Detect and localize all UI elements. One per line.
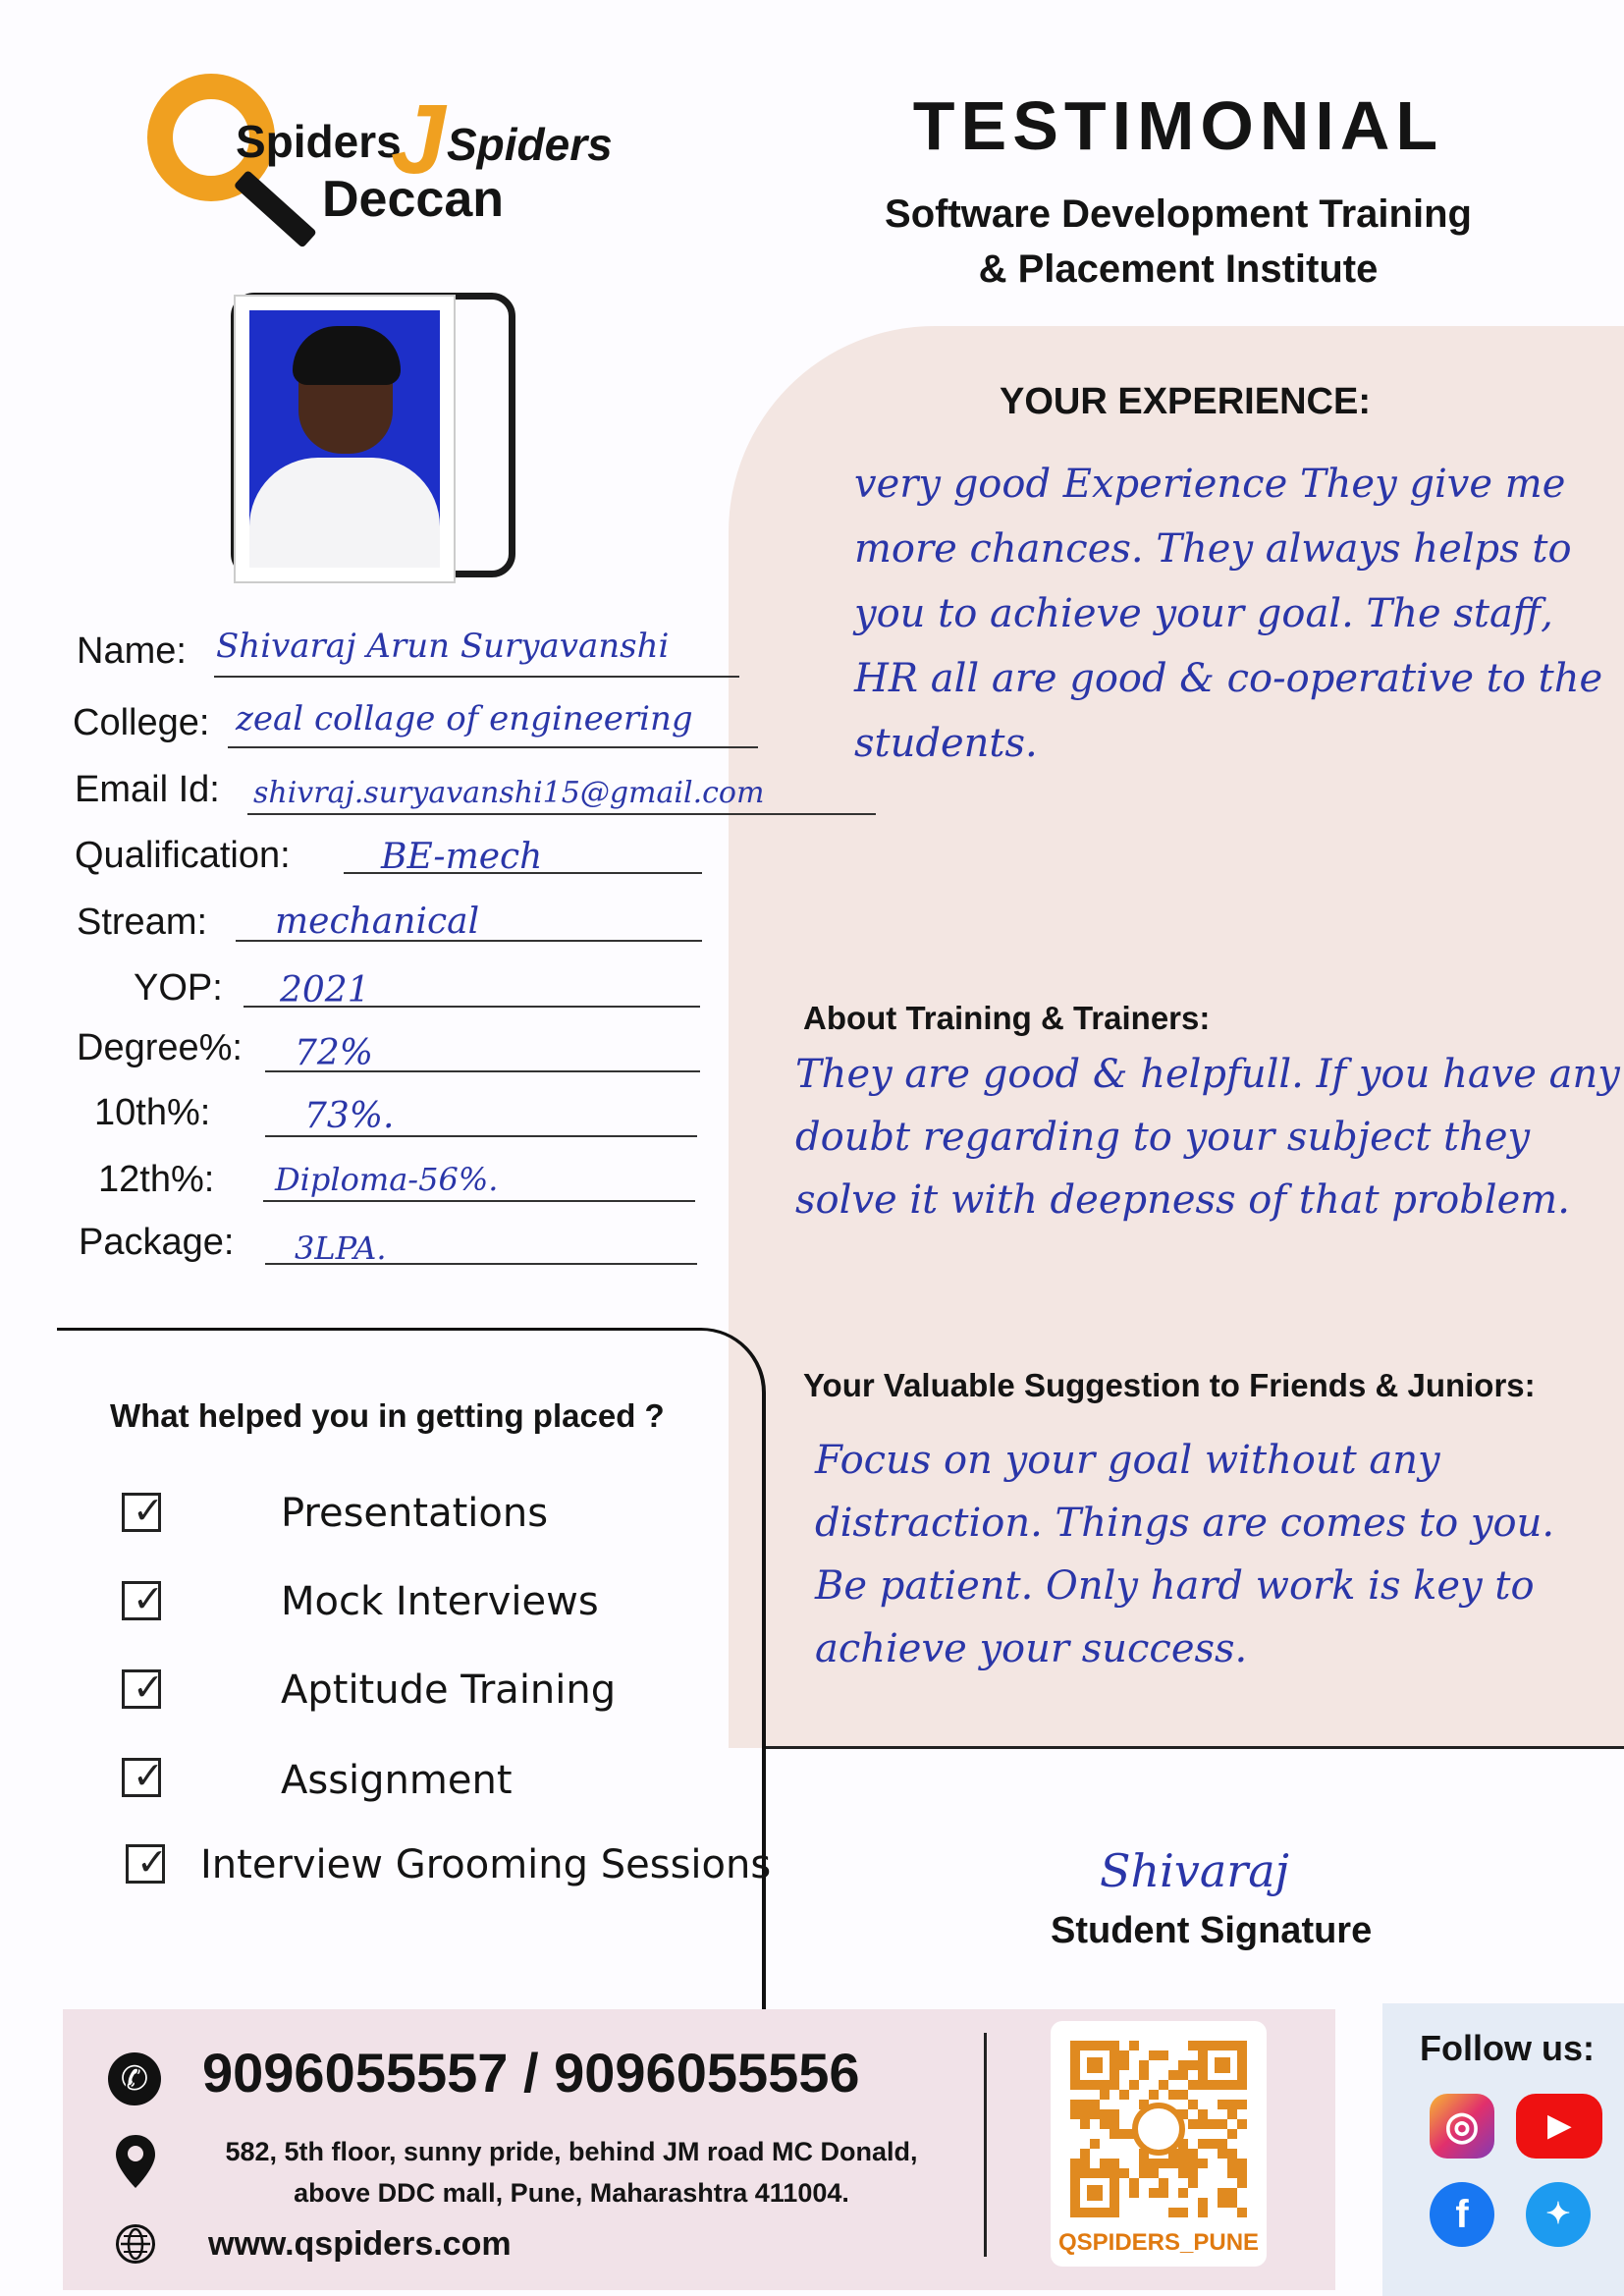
student-signature: Shivaraj [1100,1844,1289,1897]
yop-value: 2021 [280,970,370,1011]
name-underline [214,676,739,678]
check-mark-icon: ✓ [133,1756,164,1797]
stream-label: Stream: [77,902,208,943]
address-line-1: 582, 5th floor, sunny pride, behind JM road MC Donald, [225,2137,918,2166]
qr-code-icon [1070,2041,1247,2217]
degree-label: Degree%: [77,1027,243,1068]
college-label: College: [73,702,210,743]
option-interview-grooming: Interview Grooming Sessions [200,1842,772,1887]
location-pin-icon [114,2133,157,2190]
twitter-icon[interactable]: ✦ [1526,2182,1591,2247]
phone-icon: ✆ [108,2052,161,2105]
logo-word-3: Deccan [322,171,504,228]
email-underline [247,813,876,815]
package-value: 3LPA. [295,1230,387,1267]
suggestion-text: Focus on your goal without any distraction. Things are comes to you. Be patient. Only hard work is key to achieve your success. [815,1438,1555,1671]
globe-icon [116,2224,155,2264]
page-subtitle [844,187,1512,297]
address [208,2131,935,2214]
checkbox-interview-grooming[interactable] [126,1842,168,1884]
address-line-2: above DDC mall, Pune, Maharashtra 411004. [294,2178,849,2208]
qr-code[interactable] [1051,2021,1267,2267]
logo [137,74,648,231]
check-mark-icon: ✓ [133,1579,164,1620]
checkbox-aptitude-training[interactable] [122,1667,164,1709]
instagram-icon[interactable]: ◎ [1430,2094,1494,2159]
check-mark-icon: ✓ [133,1491,164,1532]
subtitle-line-2: & Placement Institute [978,247,1379,291]
tenth-label: 10th%: [94,1092,211,1133]
logo-q-tail [234,170,317,248]
facebook-icon[interactable]: f [1430,2182,1494,2247]
photo-background [249,310,440,568]
qualification-label: Qualification: [75,835,291,876]
check-mark-icon: ✓ [133,1667,164,1709]
panel-divider [764,1746,1624,1749]
logo-word-1: Spiders [236,116,402,167]
checkbox-presentations[interactable] [122,1491,164,1532]
name-label: Name: [77,630,187,672]
college-value: zeal collage of engineering [236,699,693,738]
qr-label: QSPIDERS_PUNE [1057,2229,1260,2256]
checkbox-assignment[interactable] [122,1756,164,1797]
photo-hair [293,326,401,385]
yop-label: YOP: [134,967,223,1009]
student-photo [236,297,454,581]
website-link[interactable]: www.qspiders.com [208,2225,512,2263]
option-presentations: Presentations [281,1491,549,1536]
page-title: TESTIMONIAL [912,87,1444,164]
twelfth-label: 12th%: [98,1159,215,1200]
check-mark-icon: ✓ [136,1842,168,1884]
package-label: Package: [79,1222,235,1263]
experience-heading: YOUR EXPERIENCE: [1000,381,1371,422]
checkbox-mock-interviews[interactable] [122,1579,164,1620]
logo-j: J [391,84,446,194]
training-heading: About Training & Trainers: [803,1000,1211,1036]
helped-heading: What helped you in getting placed ? [110,1397,665,1434]
email-value: shivraj.suryavanshi15@gmail.com [253,776,765,810]
signature-label: Student Signature [1051,1910,1373,1951]
experience-text: very good Experience They give me more chances. They always helps to you to achieve your goal. The staff, HR all are good & co-operative to the students. [854,462,1603,766]
stream-value: mechanical [275,902,480,942]
degree-value: 72% [295,1033,374,1073]
twelfth-underline [263,1200,695,1202]
email-label: Email Id: [75,769,220,810]
twelfth-value: Diploma-56%. [275,1161,499,1198]
suggestion-heading: Your Valuable Suggestion to Friends & Juniors: [803,1367,1536,1403]
training-text: They are good & helpfull. If you have any doubt regarding to your subject they solve it with deepness of that problem. [795,1052,1620,1223]
option-aptitude-training: Aptitude Training [281,1667,617,1713]
photo-shirt [249,458,440,568]
youtube-icon[interactable]: ▶ [1516,2094,1602,2159]
follow-us-label: Follow us: [1420,2028,1595,2068]
tenth-value: 73%. [304,1096,395,1136]
subtitle-line-1: Software Development Training [885,192,1472,236]
college-underline [228,746,758,748]
phone-numbers[interactable]: 9096055557 / 9096055556 [202,2042,860,2104]
qualification-value: BE-mech [381,837,543,877]
footer-divider [984,2033,987,2257]
logo-word-2: Spiders [447,119,613,170]
name-value: Shivaraj Arun Suryavanshi [216,627,670,666]
option-mock-interviews: Mock Interviews [281,1579,599,1624]
option-assignment: Assignment [281,1758,513,1803]
